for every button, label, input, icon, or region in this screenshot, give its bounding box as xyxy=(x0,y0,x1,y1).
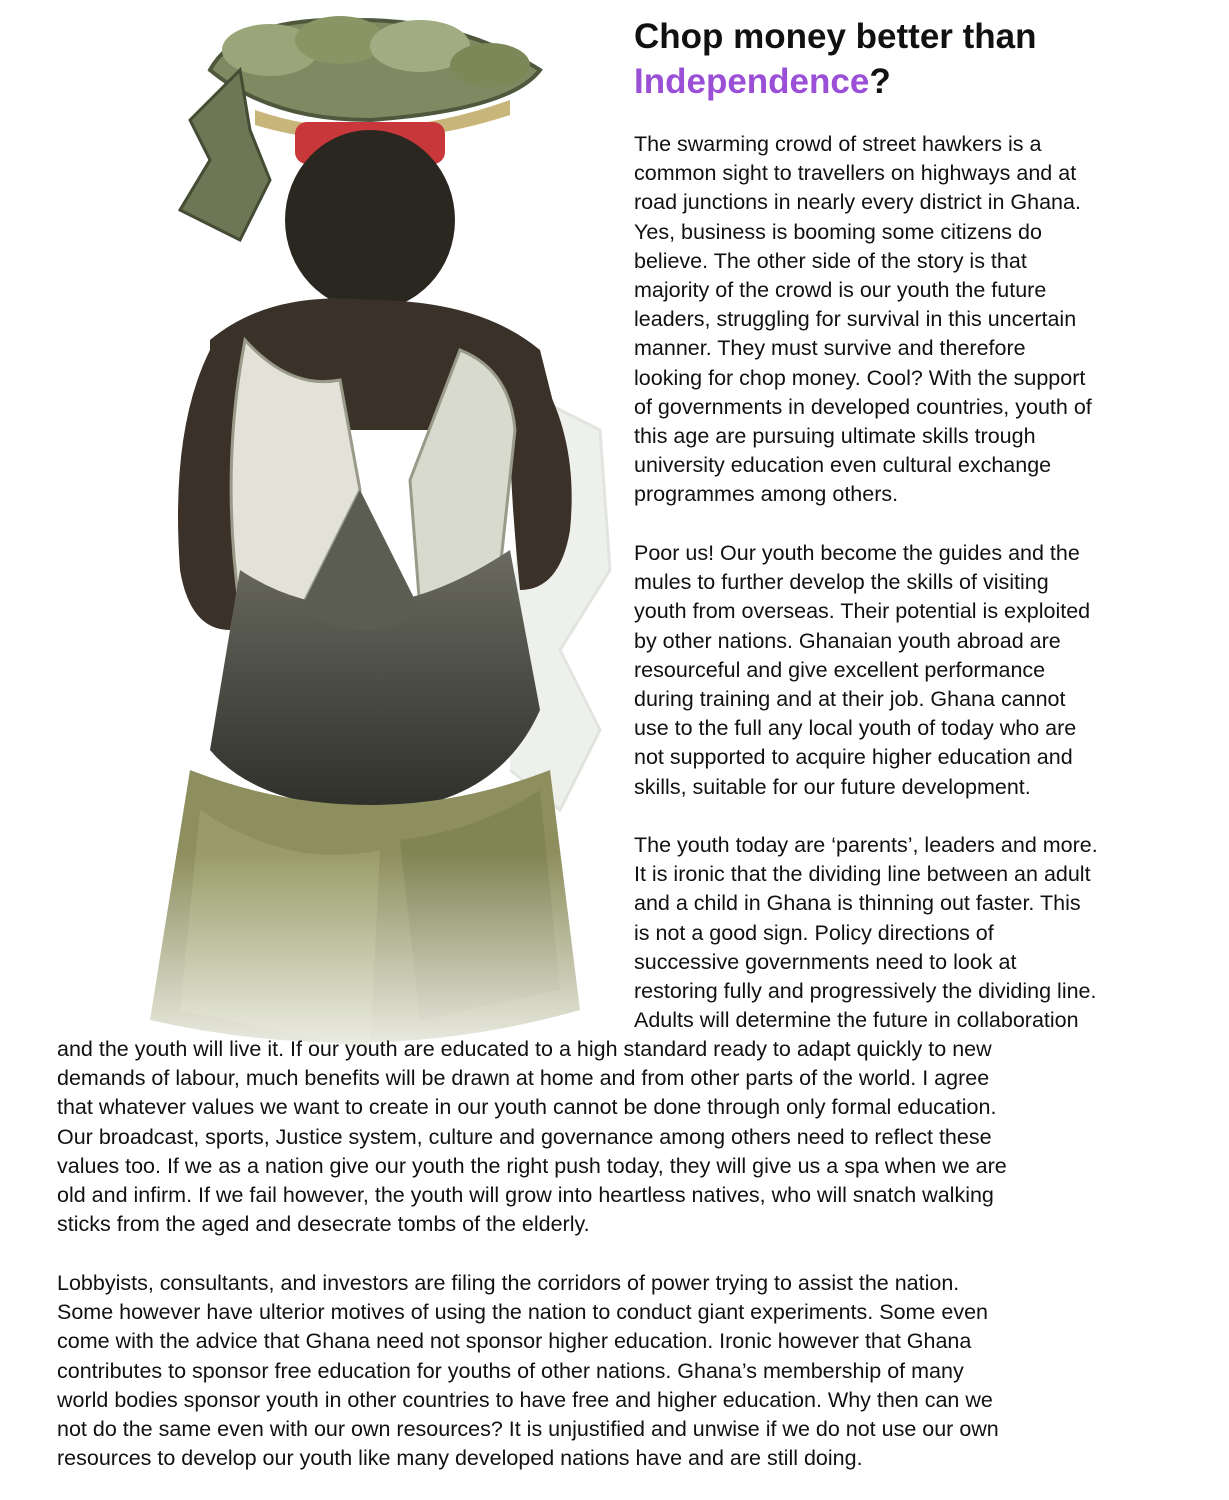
text-line: majority of the crowd is our youth the future xyxy=(634,278,1047,303)
text-line: and a child in Ghana is thinning out faster. This xyxy=(634,891,1081,916)
text-line: Yes, business is booming some citizens do xyxy=(634,219,1042,244)
text-line: common sight to travellers on highways and at xyxy=(634,161,1077,186)
paragraph-4 xyxy=(57,1269,1207,1473)
text-line: demands of labour, much benefits will be drawn at home and from other parts of the world. I agree xyxy=(57,1066,990,1091)
text-line: is not a good sign. Policy directions of xyxy=(634,920,994,945)
text-line: programmes among others. xyxy=(634,482,899,507)
text-line: The youth today are ‘parents’, leaders and more. xyxy=(634,833,1098,857)
text-line: successive governments need to look at xyxy=(634,949,1017,974)
text-line: of governments in developed countries, youth of xyxy=(634,394,1092,419)
text-line: Lobbyists, consultants, and investors are filing the corridors of power trying to assist the nation. xyxy=(57,1271,960,1295)
text-line: resourceful and give excellent performance xyxy=(634,657,1046,682)
text-line: skills, suitable for our future development. xyxy=(634,774,1031,799)
text-line: Adults will determine the future in collaboration xyxy=(634,1008,1079,1033)
text-line: not do the same even with our own resources? It is unjustified and unwise if we do not use our own xyxy=(57,1417,999,1442)
text-line: not supported to acquire higher education and xyxy=(634,745,1073,770)
hawker-illustration xyxy=(40,10,620,1090)
text-line: Some however have ulterior motives of using the nation to conduct giant experiments. Some even xyxy=(57,1300,988,1325)
text-line: mules to further develop the skills of visiting xyxy=(634,570,1049,595)
text-line: resources to develop our youth like many developed nations have and are still doing. xyxy=(57,1446,863,1471)
text-line: looking for chop money. Cool? With the support xyxy=(634,365,1086,390)
text-line: restoring fully and progressively the dividing line. xyxy=(634,979,1097,1004)
paragraph-2 xyxy=(634,539,1194,802)
text-line: come with the advice that Ghana need not sponsor higher education. Ironic however that Ghana xyxy=(57,1329,972,1354)
text-line: during training and at their job. Ghana cannot xyxy=(634,687,1066,712)
text-line: by other nations. Ghanaian youth abroad are xyxy=(634,628,1061,653)
text-line: this age are pursuing ultimate skills trough xyxy=(634,424,1036,449)
text-line: use to the full any local youth of today who are xyxy=(634,716,1077,741)
title-part1: Chop money better than xyxy=(634,17,1037,56)
text-line: and the youth will live it. If our youth are educated to a high standard ready to adapt quickly to new xyxy=(57,1037,992,1061)
text-line: manner. They must survive and therefore xyxy=(634,336,1026,361)
text-line: world bodies sponsor youth in other countries to have free and higher education. Why then can we xyxy=(57,1387,993,1412)
paragraph-3-column xyxy=(634,831,1194,1035)
text-line: youth from overseas. Their potential is exploited xyxy=(634,599,1091,624)
title-end: ? xyxy=(869,62,891,101)
text-line: Poor us! Our youth become the guides and the xyxy=(634,541,1080,565)
text-line: values too. If we as a nation give our youth the right push today, they will give us a spa when we are xyxy=(57,1153,1007,1178)
article-title xyxy=(634,14,1037,104)
paragraph-3-full xyxy=(57,1035,1207,1239)
text-line: sticks from the aged and desecrate tombs of the elderly. xyxy=(57,1212,590,1237)
text-line: old and infirm. If we fail however, the youth will grow into heartless natives, who will snatch walking xyxy=(57,1183,994,1208)
text-line: university education even cultural exchange xyxy=(634,453,1052,478)
text-line: leaders, struggling for survival in this uncertain xyxy=(634,307,1077,332)
text-line: that whatever values we want to create in our youth cannot be done through only formal education. xyxy=(57,1095,997,1120)
paragraph-1 xyxy=(634,130,1194,510)
text-line: It is ironic that the dividing line between an adult xyxy=(634,862,1091,887)
text-line: believe. The other side of the story is that xyxy=(634,248,1027,273)
text-line: Our broadcast, sports, Justice system, culture and governance among others need to reflect these xyxy=(57,1124,992,1149)
text-line: road junctions in nearly every district in Ghana. xyxy=(634,190,1081,215)
text-line: contributes to sponsor free education for youths of other nations. Ghana’s membership of many xyxy=(57,1358,964,1383)
text-line: The swarming crowd of street hawkers is a xyxy=(634,132,1042,156)
title-accent: Independence xyxy=(634,62,870,101)
